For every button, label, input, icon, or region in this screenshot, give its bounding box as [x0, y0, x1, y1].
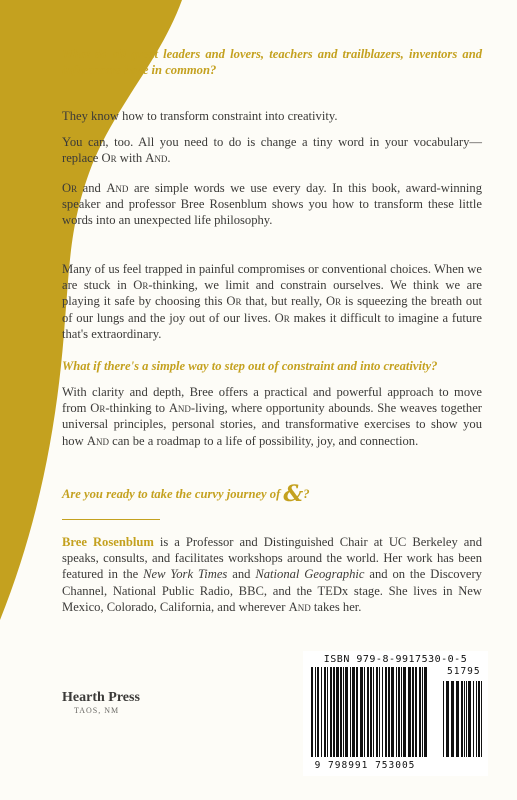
publisher-location: TAOS, NM: [74, 706, 120, 715]
divider-rule: [62, 519, 160, 520]
author-bio: Bree Rosenblum is a Professor and Distinguished Chair at UC Berkeley and speaks, consults, and facilitates workshops around the world. Her work has been featured in the New York Times and National Geographic and on the Discovery Channel, National Public Radio, BBC, and the TEDx stage. She lives in New Mexico, Colorado, California, and wherever And takes her.: [62, 535, 482, 614]
question-1: What do all great leaders and lovers, teachers and trailblazers, inventors and influencers have in common?: [62, 47, 482, 78]
paragraph-5: With clarity and depth, Bree offers a practical and powerful approach to move from Or-thinking to And-living, where opportunity abounds. She weaves together universal principles, personal stories, and transformative exercises to show you how And can be a roadmap to a life of possibility, joy, and connection.: [62, 385, 482, 448]
isbn-number: ISBN 979-8-9917530-0-5: [323, 654, 468, 665]
paragraph-2: You can, too. All you need to do is change a tiny word in your vocabulary—replace Or with And.: [62, 135, 482, 166]
ampersand-mark: &: [283, 481, 304, 507]
question-2: What if there's a simple way to step out of constraint and into creativity?: [62, 359, 438, 373]
question-3: Are you ready to take the curvy journey of &?: [62, 481, 310, 507]
barcode-bars: [303, 667, 488, 762]
isbn-barcode: [303, 651, 488, 776]
publisher-name: Hearth Press: [62, 690, 140, 705]
paragraph-3: Or and And are simple words we use every day. In this book, award-winning speaker and professor Bree Rosenblum shows you how to transform these little words into an unexpected life philosophy.: [62, 181, 483, 228]
publisher-imprint: [62, 690, 140, 715]
paragraph-4: Many of us feel trapped in painful compromises or conventional choices. When we are stuck in Or-thinking, we limit and constrain ourselves. We think we are playing it safe by choosing this Or that, but really, Or is squeezing the breath out of our lungs and the joy out of our lives. Or makes it difficult to imagine a future that's extraordinary.: [62, 262, 483, 341]
paragraph-1: They know how to transform constraint into creativity.: [62, 109, 338, 123]
ean-number: 9 798991 753005: [314, 760, 416, 771]
price-code: 51795: [447, 666, 481, 677]
author-name: Bree Rosenblum: [62, 535, 154, 549]
